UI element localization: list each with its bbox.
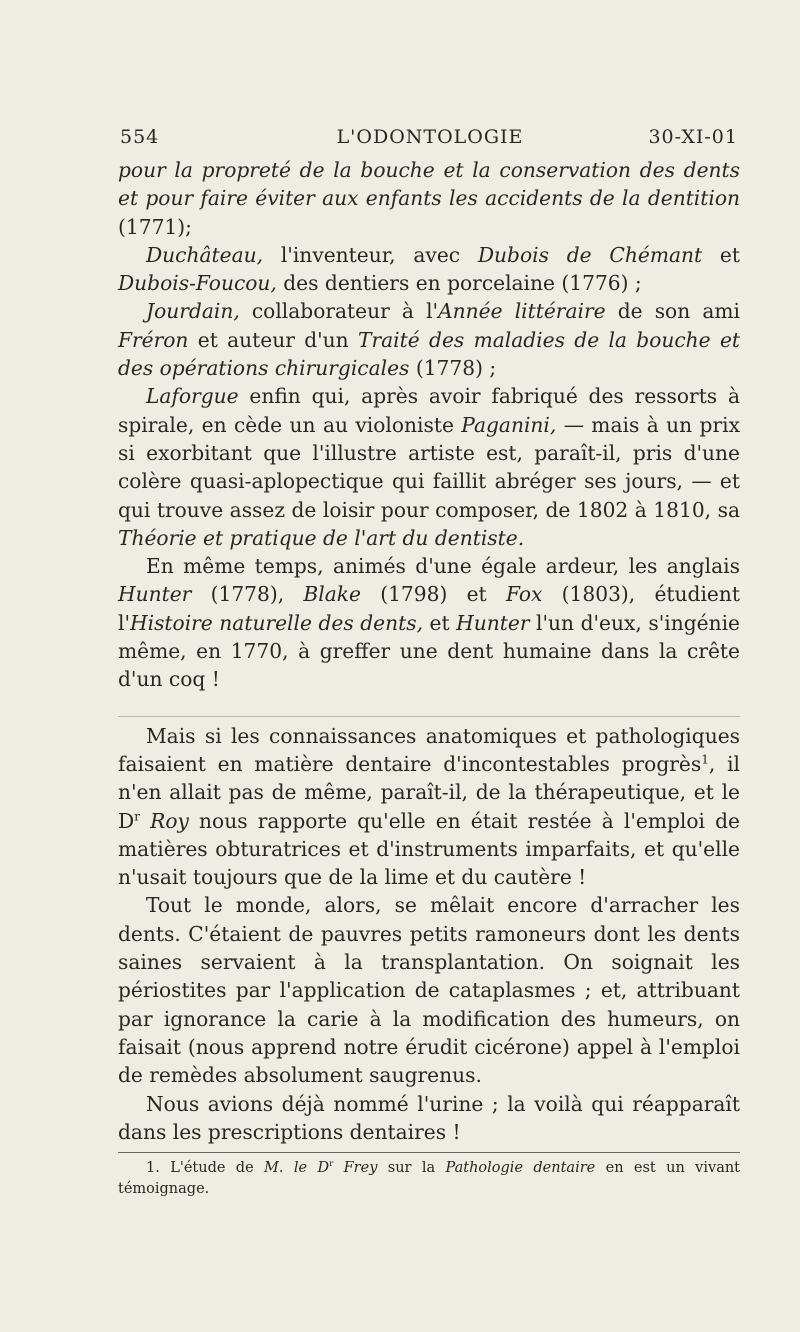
text-run: , il n'en allait pas de même, paraît-il, de la thérapeutique, et le D — [118, 751, 741, 833]
text-run: (1803), étudient l' — [118, 582, 740, 635]
text-run: enfin qui, après avoir fabriqué des ressorts à spirale, en cède un au violoniste — [118, 384, 740, 437]
italic-text: Hunter — [456, 610, 530, 635]
text-run: 1. L'étude de — [146, 1160, 265, 1176]
italic-text: Paganini, — [461, 412, 557, 437]
italic-text: Duchâteau, — [146, 242, 264, 267]
text-run: (1778), — [191, 582, 304, 607]
paragraph-6 — [118, 722, 740, 892]
paragraph-4 — [118, 382, 740, 552]
text-run: collaborateur à l' — [239, 299, 439, 324]
text-run: des dentiers en porcelaine (1776) ; — [276, 271, 642, 296]
section-divider — [118, 716, 740, 717]
text-run: — mais à un prix si exorbitant que l'illustre artiste est, paraît-il, pris d'une colère quasi-aplopectique qui faillit abréger ses jours, — et qui trouve assez de loisir pour composer, de 1802 à 1810, sa — [118, 412, 740, 522]
italic-text: Fox — [505, 582, 543, 607]
italic-text: Théorie et pratique de l'art du dentiste. — [118, 525, 525, 550]
italic-text: Pathologie dentaire — [445, 1160, 596, 1176]
text-run: sur la — [377, 1160, 446, 1176]
text-run: nous rapporte qu'elle en était restée à l'emploi de matières obturatrices et d'instruments imparfaits, et qu'elle n'usait toujours que de la lime et du cautère ! — [118, 808, 740, 890]
text-run — [333, 1160, 343, 1176]
text-run: Mais si les connaissances anatomiques et pathologiques faisaient en matière dentaire d'incontestables progrès — [118, 723, 740, 776]
italic-text: Dubois de Chémant — [477, 242, 703, 267]
text-run: en est un vivant témoignage. — [118, 1160, 741, 1197]
paragraph-8: Nous avions déjà nommé l'urine ; la voilà qui réapparaît dans les prescriptions dentaires ! — [118, 1091, 740, 1144]
italic-text: Hunter — [118, 582, 192, 607]
running-title: L'ODONTOLOGIE — [336, 126, 524, 148]
italic-text: Jourdain, — [146, 299, 240, 324]
paragraph-3 — [118, 297, 740, 382]
text-run: l'inventeur, avec — [263, 242, 478, 267]
superscript: r — [134, 808, 140, 823]
text-run: (1771); — [118, 214, 192, 239]
italic-text: Roy — [150, 808, 189, 833]
text-run — [140, 809, 150, 833]
italic-text: Fréron — [118, 327, 189, 352]
italic-text: Histoire naturelle des dents, — [130, 610, 423, 635]
text-run: de son ami — [605, 299, 740, 324]
text-run: et auteur d'un — [188, 327, 359, 352]
footnote — [118, 1158, 740, 1200]
body-text — [118, 156, 740, 1146]
italic-text: M. le D — [264, 1160, 330, 1176]
text-run: l'un d'eux, s'ingénie même, en 1770, à greffer une dent humaine dans la crête d'un coq ! — [118, 610, 740, 692]
footnote-marker: 1 — [701, 752, 709, 767]
text-run: (1798) et — [360, 582, 506, 607]
paragraph-7: Tout le monde, alors, se mêlait encore d'arracher les dents. C'étaient de pauvres petits ramoneurs dont les dents saines servaient à la transplantation. On soignait les périostites par l'application de cataplasmes ; et, attribuant par ignorance la carie à la modification des humeurs, on faisait (nous apprend notre érudit cicérone) appel à l'emploi de remèdes absolument saugrenus. — [118, 893, 740, 1088]
paragraph-1 — [118, 156, 740, 241]
text-run: En même temps, animés d'une égale ardeur, les anglais — [146, 554, 740, 579]
italic-text: Année littéraire — [438, 299, 606, 324]
italic-text: pour la propreté de la bouche et la conservation des dents et pour faire éviter aux enfants les accidents de la dentition — [118, 158, 740, 211]
italic-text: Laforgue — [146, 384, 239, 409]
italic-text: Blake — [303, 582, 361, 607]
running-header — [120, 126, 740, 152]
issue-date: 30-XI-01 — [648, 126, 738, 148]
page-number: 554 — [120, 126, 160, 148]
superscript: r — [329, 1159, 334, 1170]
paragraph-2 — [118, 241, 740, 298]
italic-text: Frey — [343, 1160, 378, 1176]
text-run: (1778) ; — [409, 356, 497, 381]
text-run: et — [423, 610, 457, 635]
italic-text: Traité des maladies de la bouche et des opérations chirurgicales — [118, 327, 741, 381]
italic-text: Dubois-Foucou, — [118, 271, 277, 296]
footnote-rule — [118, 1152, 740, 1153]
text-run: et — [702, 242, 740, 267]
paragraph-5 — [118, 552, 740, 693]
